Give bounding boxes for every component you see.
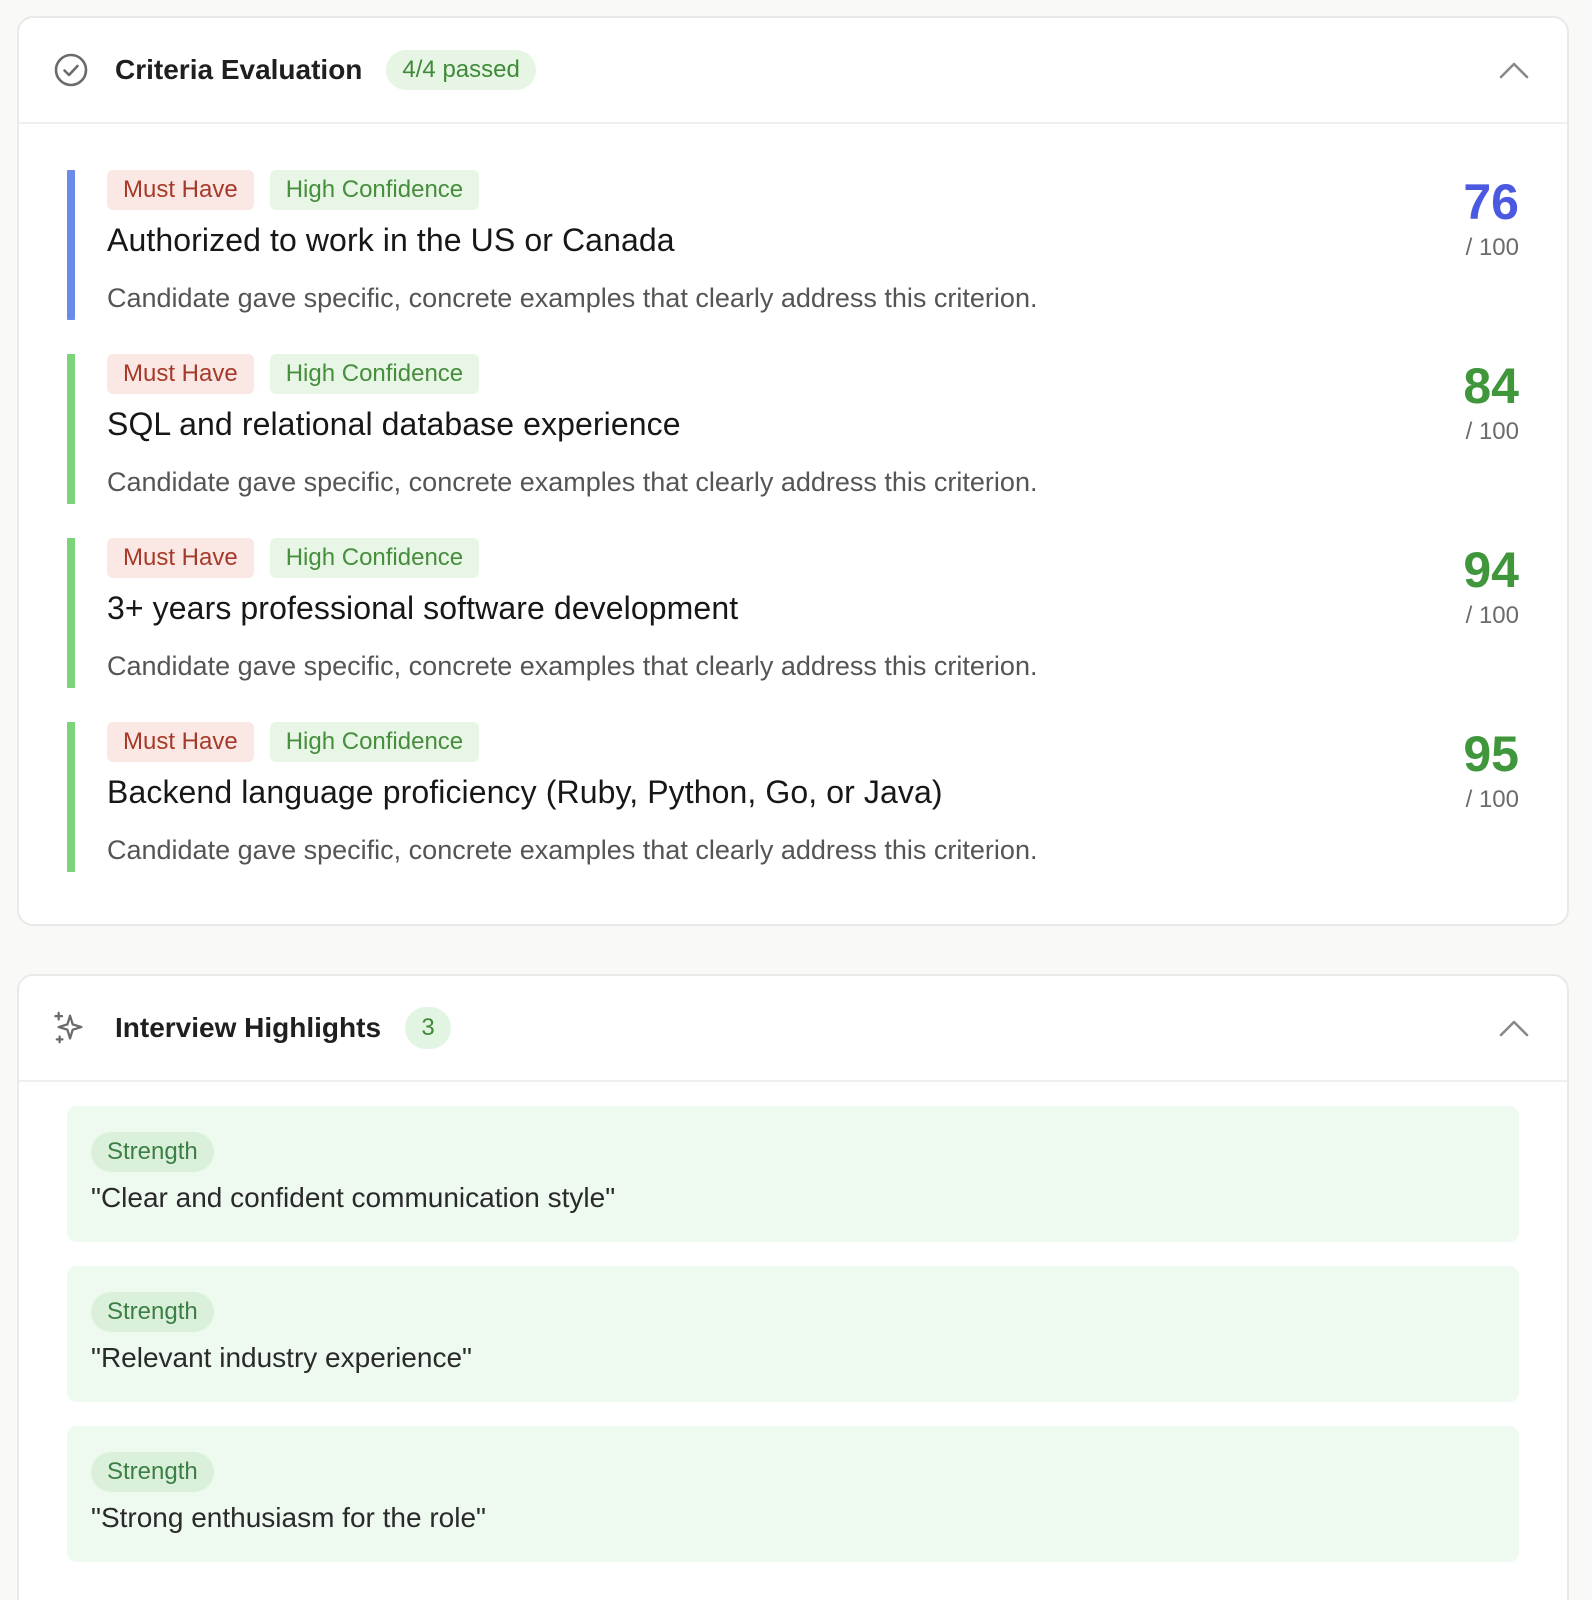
confidence-tag: High Confidence: [270, 538, 479, 578]
criterion-score: [1463, 726, 1519, 814]
criterion-item: [67, 538, 1519, 688]
must-have-tag: Must Have: [107, 538, 254, 578]
score-max: / 100: [1465, 786, 1519, 813]
criteria-evaluation-title: Criteria Evaluation: [115, 54, 363, 85]
criterion-score: [1463, 174, 1519, 262]
sparkles-icon: [53, 1010, 89, 1046]
strength-tag: Strength: [91, 1132, 214, 1172]
criterion-item: [67, 722, 1519, 872]
chevron-up-icon[interactable]: [1497, 53, 1531, 87]
chevron-up-icon[interactable]: [1497, 1011, 1531, 1045]
confidence-tag: High Confidence: [270, 722, 479, 762]
highlights-list: [67, 1106, 1519, 1586]
strength-tag: Strength: [91, 1452, 214, 1492]
highlight-item: [67, 1106, 1519, 1242]
criterion-score: [1463, 358, 1519, 446]
confidence-tag: High Confidence: [270, 170, 479, 210]
criterion-description: Candidate gave specific, concrete examples that clearly address this criterion.: [107, 651, 1038, 681]
criterion-description: Candidate gave specific, concrete examples that clearly address this criterion.: [107, 283, 1038, 313]
criteria-list: [67, 170, 1519, 906]
interview-highlights-header[interactable]: [19, 976, 1567, 1082]
criterion-title: Authorized to work in the US or Canada: [107, 222, 675, 258]
criterion-title: SQL and relational database experience: [107, 406, 681, 442]
score-value: 84: [1463, 358, 1519, 414]
criterion-accent-bar: [67, 170, 75, 320]
passed-badge: 4/4 passed: [386, 50, 535, 90]
score-max: / 100: [1465, 602, 1519, 629]
highlight-quote: "Clear and confident communication style": [91, 1182, 616, 1213]
criterion-description: Candidate gave specific, concrete examples that clearly address this criterion.: [107, 467, 1038, 497]
check-circle-icon: [53, 52, 89, 88]
score-max: / 100: [1465, 418, 1519, 445]
strength-tag: Strength: [91, 1292, 214, 1332]
criterion-accent-bar: [67, 722, 75, 872]
score-value: 94: [1463, 542, 1519, 598]
criterion-score: [1463, 542, 1519, 630]
must-have-tag: Must Have: [107, 354, 254, 394]
highlight-item: [67, 1266, 1519, 1402]
highlight-quote: "Relevant industry experience": [91, 1342, 472, 1373]
criterion-item: [67, 170, 1519, 320]
interview-highlights-title: Interview Highlights: [115, 1012, 382, 1043]
highlight-quote: "Strong enthusiasm for the role": [91, 1502, 486, 1533]
interview-highlights-card: [17, 974, 1569, 1600]
score-max: / 100: [1465, 234, 1519, 261]
criterion-description: Candidate gave specific, concrete examples that clearly address this criterion.: [107, 835, 1038, 865]
criterion-item: [67, 354, 1519, 504]
criterion-title: Backend language proficiency (Ruby, Python, Go, or Java): [107, 774, 943, 810]
highlights-count-badge: 3: [405, 1007, 451, 1049]
criteria-evaluation-card: [17, 16, 1569, 926]
confidence-tag: High Confidence: [270, 354, 479, 394]
criterion-accent-bar: [67, 538, 75, 688]
criterion-title: 3+ years professional software development: [107, 590, 739, 626]
must-have-tag: Must Have: [107, 170, 254, 210]
score-value: 95: [1463, 726, 1519, 782]
criteria-evaluation-header[interactable]: [19, 18, 1567, 124]
criterion-accent-bar: [67, 354, 75, 504]
score-value: 76: [1463, 174, 1519, 230]
must-have-tag: Must Have: [107, 722, 254, 762]
highlight-item: [67, 1426, 1519, 1562]
